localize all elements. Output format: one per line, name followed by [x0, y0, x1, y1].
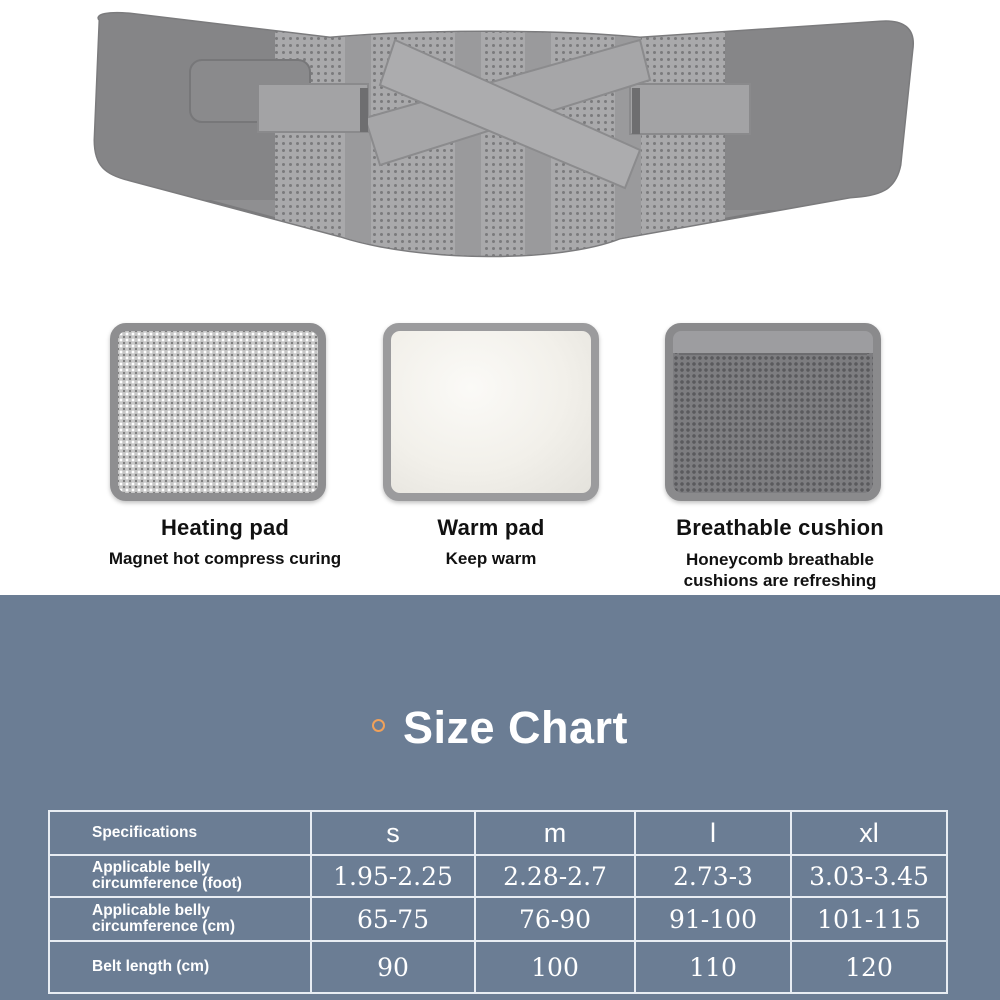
size-xl-header: xl [791, 811, 947, 855]
feature-subtitle: Keep warm [445, 549, 537, 568]
warm-pad-image [383, 323, 599, 501]
size-chart-title: Size Chart [402, 702, 629, 753]
row-label-line: Applicable belly [92, 859, 211, 876]
table-row [49, 855, 947, 897]
table-cell: 2.28-2.7 [475, 855, 635, 897]
table-cell: 76-90 [475, 897, 635, 941]
table-row [49, 897, 947, 941]
table-cell: 90 [311, 941, 475, 993]
heating-pad-image [110, 323, 326, 501]
row-label-line: circumference (cm) [92, 918, 236, 935]
circle-bullet-icon [372, 719, 385, 732]
feature-title: Heating pad [160, 515, 290, 540]
feature-subtitle: Honeycomb breathable [686, 550, 874, 569]
table-cell: 110 [635, 941, 791, 993]
table-cell: 2.73-3 [635, 855, 791, 897]
row-label-line: Belt length (cm) [92, 958, 210, 975]
table-cell: 100 [475, 941, 635, 993]
header-label-cell: Specifications [49, 811, 311, 855]
table-cell: 1.95-2.25 [311, 855, 475, 897]
row-label-cell [49, 855, 311, 897]
table-cell: 101-115 [791, 897, 947, 941]
row-label-cell [49, 897, 311, 941]
table-cell: 120 [791, 941, 947, 993]
size-chart-heading [0, 702, 1000, 754]
size-l-header: l [635, 811, 791, 855]
table-row [49, 941, 947, 993]
feature-breathable-cushion [655, 515, 905, 591]
row-label-line: circumference (foot) [92, 875, 242, 892]
feature-subtitle: Magnet hot compress curing [108, 549, 342, 568]
table-cell: 3.03-3.45 [791, 855, 947, 897]
table-cell: 91-100 [635, 897, 791, 941]
feature-subtitle: cushions are refreshing [683, 571, 877, 590]
size-chart-table [48, 810, 948, 994]
feature-warm-pad [380, 515, 602, 569]
back-support-belt-image [0, 0, 1000, 300]
table-header-row [49, 811, 947, 855]
feature-heating-pad [70, 515, 380, 569]
feature-title: Warm pad [437, 515, 545, 540]
feature-title: Breathable cushion [676, 515, 884, 540]
table-cell: 65-75 [311, 897, 475, 941]
breathable-cushion-image [665, 323, 881, 501]
row-label-cell [49, 941, 311, 993]
size-s-header: s [311, 811, 475, 855]
row-label-line: Applicable belly [92, 902, 211, 919]
size-m-header: m [475, 811, 635, 855]
